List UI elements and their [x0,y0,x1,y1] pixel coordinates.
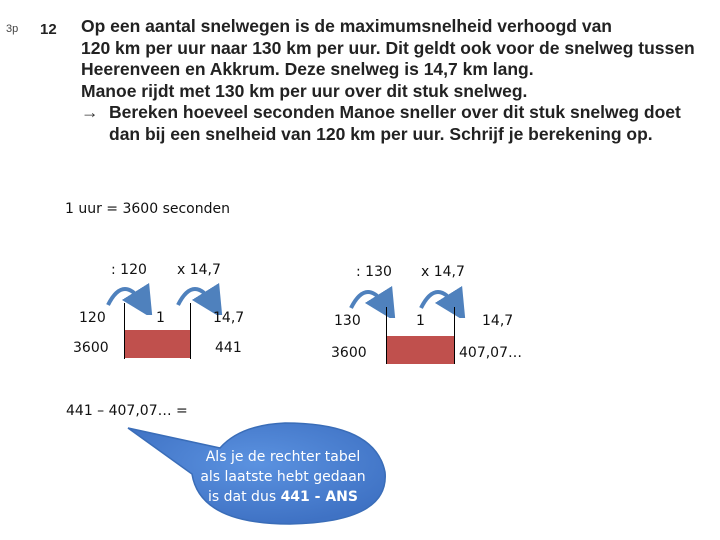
right-r2-c1: 3600 [331,345,367,361]
right-r1-c1: 130 [334,313,361,329]
question-line-2: 120 km per uur naar 130 km per uur. Dit geldt ook voor de snelweg tussen [81,37,695,58]
left-r1-c1: 120 [79,310,106,326]
callout-line-1: Als je de rechter tabel [205,449,361,465]
left-r2-c1: 3600 [73,340,109,356]
left-r2-c3: 441 [215,340,242,356]
left-table-divider-1 [124,303,125,359]
right-answer-cell [386,336,454,364]
points-label: 3p [6,23,19,35]
left-answer-cell [124,330,190,358]
task-line-2: dan bij een snelheid van 120 km per uur. Schrijf je berekening op. [109,123,653,144]
question-text [81,16,711,145]
subtraction-text: 441 – 407,07… = [66,403,188,419]
left-arrows-icon [100,275,230,315]
callout-text [188,447,378,507]
question-line-1: Op een aantal snelwegen is de maximumsnelheid verhoogd van [81,16,612,36]
right-r1-c3: 14,7 [482,313,514,329]
callout-line-3-prefix: is dat dus [208,489,281,505]
left-multiply-label: x 14,7 [177,262,221,278]
question-line-3: Heerenveen en Akkrum. Deze snelweg is 14,7 km lang. [81,59,534,79]
right-divide-label: : 130 [356,264,392,280]
question-number: 12 [40,21,57,38]
callout-line-3 [188,487,378,507]
right-multiply-label: x 14,7 [421,264,465,280]
left-r1-c2: 1 [156,310,165,326]
callout-line-2: als laatste hebt gedaan [200,469,366,485]
left-r1-c3: 14,7 [213,310,245,326]
left-table-divider-2 [190,303,191,359]
left-divide-label: : 120 [111,262,147,278]
right-multiply-arrow-icon [421,292,457,308]
right-arrow-icon: → [81,102,99,122]
left-divide-arrow-icon [108,289,144,305]
right-table-divider-2 [454,307,455,364]
right-r1-c2: 1 [416,313,425,329]
callout-answer: 441 - ANS [280,489,358,505]
conversion-text: 1 uur = 3600 seconden [65,201,230,217]
question-line-4: Manoe rijdt met 130 km per uur over dit stuk snelweg. [81,80,528,101]
right-table-divider-1 [386,307,387,364]
task-line-1 [81,102,711,124]
left-multiply-arrow-icon [178,289,214,305]
right-r2-c3: 407,07… [459,345,522,361]
right-divide-arrow-icon [351,292,387,308]
task-text-1: Bereken hoeveel seconden Manoe sneller over dit stuk snelweg doet [109,102,681,122]
